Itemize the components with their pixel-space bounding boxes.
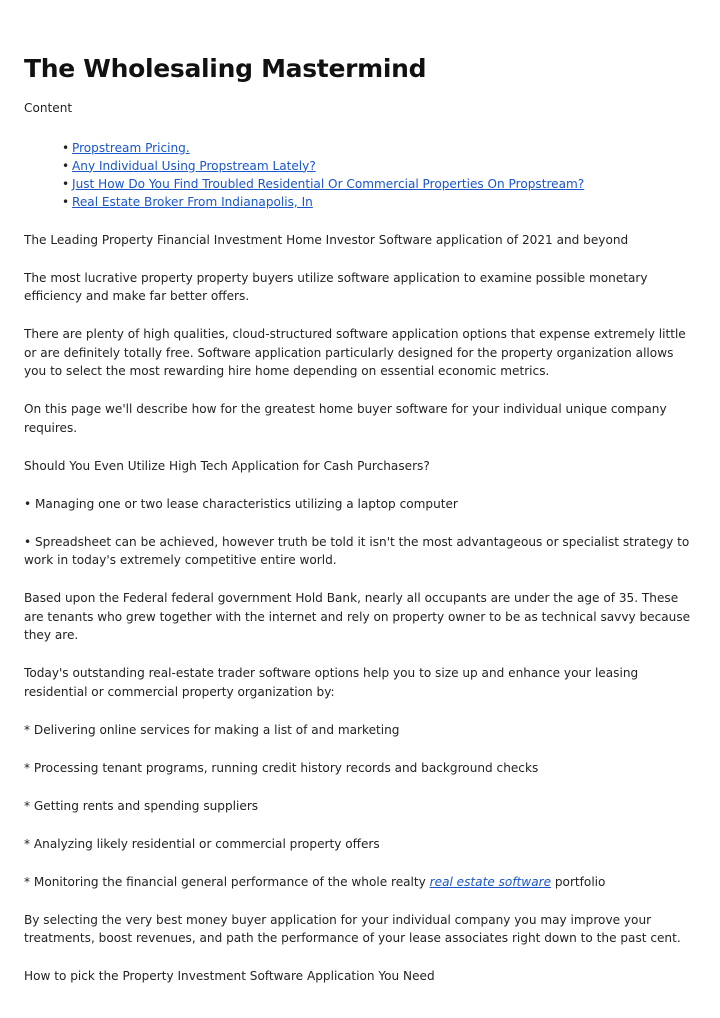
toc-item	[64, 193, 696, 211]
list-item: * Processing tenant programs, running credit history records and background checks	[24, 760, 539, 775]
list-item: * Delivering online services for making a list of and marketing	[24, 722, 400, 737]
paragraph: • Spreadsheet can be achieved, however truth be told it isn't the most advantageous or specialist strategy to work in today's extremely competitive entire world.	[24, 534, 690, 567]
paragraph: Based upon the Federal federal government Hold Bank, nearly all occupants are under the age of 35. These are tenants who grew together with the internet and rely on property owner to be as technical savvy because they are.	[24, 591, 691, 642]
toc-link-indianapolis-broker[interactable]: Real Estate Broker From Indianapolis, In	[72, 194, 313, 209]
paragraph: The Leading Property Financial Investment Home Investor Software application of 2021 and beyond	[24, 232, 629, 247]
page-title: The Wholesaling Mastermind	[24, 54, 427, 83]
paragraph-text: * Monitoring the financial general performance of the whole realty	[24, 874, 430, 889]
table-of-contents	[24, 139, 696, 211]
toc-link-pricing[interactable]: Propstream Pricing.	[72, 140, 190, 155]
paragraph: The most lucrative property property buyers utilize software application to examine possible monetary efficiency and make far better offers.	[24, 270, 648, 303]
list-item	[24, 873, 696, 892]
toc-heading: Content	[24, 101, 73, 115]
toc-item	[64, 157, 696, 175]
paragraph: There are plenty of high qualities, cloud-structured software application options that expense extremely little or are definitely totally free. Software application particularly designed for the property organization allows you to select the most rewarding hire home depending on essential economic metrics.	[24, 327, 686, 378]
paragraph: • Managing one or two lease characteristics utilizing a laptop computer	[24, 496, 458, 511]
list-item: * Analyzing likely residential or commercial property offers	[24, 836, 380, 851]
paragraph: By selecting the very best money buyer application for your individual company you may improve your treatments, boost revenues, and path the performance of your lease associates right down to the past cent.	[24, 912, 681, 945]
section-heading: How to pick the Property Investment Software Application You Need	[24, 969, 435, 983]
toc-item	[64, 175, 696, 193]
section-heading: Should You Even Utilize High Tech Application for Cash Purchasers?	[24, 458, 430, 473]
list-item: * Getting rents and spending suppliers	[24, 798, 259, 813]
toc-item	[64, 139, 696, 157]
paragraph-text: portfolio	[551, 874, 606, 889]
toc-link-troubled-properties[interactable]: Just How Do You Find Troubled Residential Or Commercial Properties On Propstream?	[72, 176, 585, 191]
paragraph: Today's outstanding real-estate trader software options help you to size up and enhance your leasing residential or commercial property organization by:	[24, 666, 639, 699]
paragraph: On this page we'll describe how for the greatest home buyer software for your individual unique company requires.	[24, 402, 667, 435]
toc-link-using-propstream[interactable]: Any Individual Using Propstream Lately?	[72, 158, 316, 173]
real-estate-software-link[interactable]: real estate software	[429, 874, 552, 889]
